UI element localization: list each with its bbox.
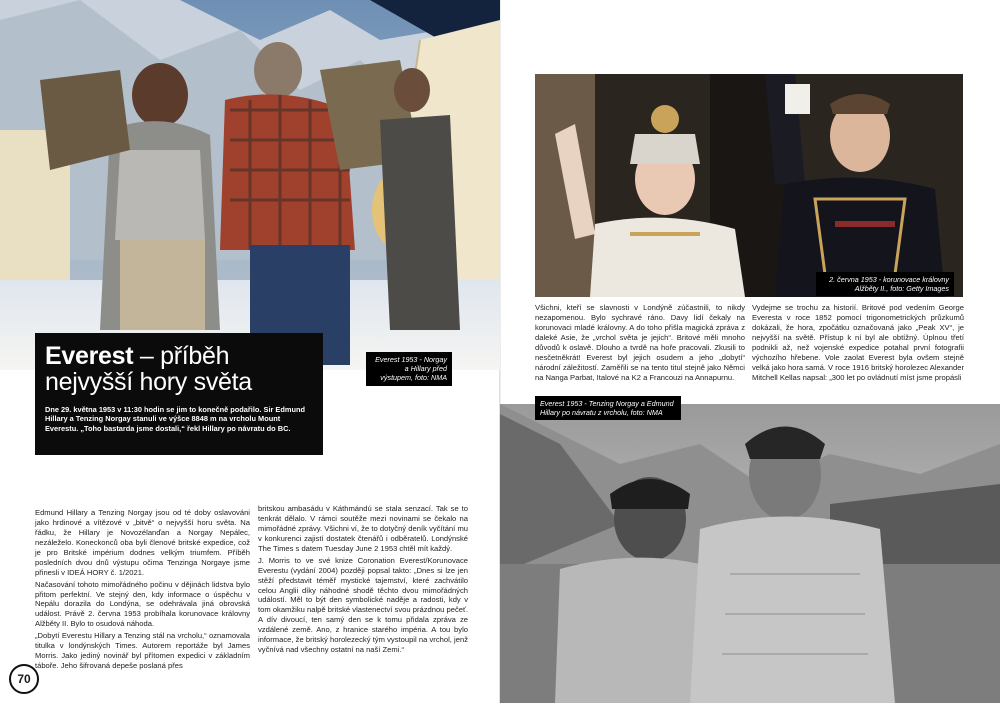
paragraph: Vydejme se trochu za historií. Britové pod vedením George Everesta v roce 1852 pomocí trigonometrických průzkumů dokázali, že hora, zpočátku označovaná jako „Peak XV“, je nejvyšší na světě. Přístup k ní byl ale obtížný. Úplnou třetí podnikli až, než vojenské expedice potahal první fotografii výchozího hřebene. Vole zaolat Everest byla ovšem stejně velká jako hora samá. V roce 1916 britský horolezec Alexander Mitchell Kellas napsal: „300 let po ovládnutí míst jsme propásli	[752, 303, 964, 382]
title-dash: –	[133, 342, 161, 370]
body-column-left-2	[258, 504, 468, 655]
title-bold-word: Everest	[45, 342, 134, 370]
article-lead: Dne 29. května 1953 v 11:30 hodin se jim to konečně podařilo. Sir Edmund Hillary a Tenzing Norgay stanuli ve výšce 8848 m na vrcholu Mount Everestu. „Toho bastarda jsme dostali,“ řekl Hillary po návratu do BC.	[45, 404, 305, 434]
body-column-right-1	[535, 303, 745, 383]
paragraph: J. Morris to ve své knize Coronation Everest/Korunovace Everestu (vydání 2004) později popsal takto: „Dnes si lze jen stěží představit téměř mystické tajemství, které zachvátilo celou Anglii díky náhodné shodě těchto dvou mimořádných událostí. Měl to být den symbolické naděje a radosti, kdy v tom okamžiku nalpě britské vlastenectví svou prázdnou pečeť. A dív divoucí, ten samý den se k tomu přidala zpráva ze vzdálené země. Ano, z hranice starého impéria. A tou bylo informace, že britský horolezecký tým vystoupil na vrchol, jenž vyčnívá nad všechny ostatní na naší Zemi.“	[258, 555, 468, 655]
title-rest: příběh	[160, 342, 230, 370]
paragraph: „Dobytí Everestu Hillary a Tenzing stál na vrcholu,“ oznamovala titulka v londýnských Times. Autorem reportáže byl James Morris. Jako jediný novinář byl přítomen expedici v základním táboře. Jeho šifrovaná depeše poslaná přes	[35, 631, 250, 671]
coronation-photo	[535, 74, 963, 297]
return-photo-caption: Everest 1953 - Tenzing Norgay a Edmund Hillary po návratu z vrcholu, foto: NMA	[535, 396, 681, 420]
coronation-photo-caption: 2. června 1953 - korunovace královny Alžběty II., foto: Getty Images	[816, 272, 954, 296]
everest-expedition-photo	[0, 0, 500, 370]
paragraph: Edmund Hillary a Tenzing Norgay jsou od té doby oslavováni jako hrdinové a vítězové v „bitvě“ o nejvyšší horu světa. Na řádku, že Hillary je Novozélanďan a Norgay Nepálec, nezáleželo. Koneckonců oba byli členové britské expedice, což je pro Britské impérium dodnes velkým triumfem. Příběh posledních dvou dnů výstupu očima Tenzinga Norgaye jsme přinesli v IDEÁ HORY č. 1/2021.	[35, 508, 250, 577]
hillary-norgay-return-photo	[500, 404, 1000, 703]
body-column-right-2	[752, 303, 964, 383]
article-title-line2: nejvyšší hory světa	[45, 368, 252, 397]
paragraph: Načasování tohoto mimořádného počinu v dějinách lidstva bylo přitom perfektní. Ve stejný den, kdy informace o úspěchu v Nepálu dorazila do Londýna, se odehrávala jiná obrovská událost. Právě 2. června 1953 probíhala korunovace královny Alžběty II. Bylo to osudová náhoda.	[35, 579, 250, 629]
article-title	[45, 343, 313, 369]
article-title-box	[35, 333, 323, 455]
page-number: 70	[9, 664, 39, 694]
paragraph: Všichni, kteří se slavnosti v Londýně zúčastnili, to nikdy nezapomenou. Bylo sychravé ráno. Davy lidí čekaly na korunovaci mladé královny. A do toho přišla magická zpráva z daleké Asie, že „vrchol světa je jejich“. Britové měli mnoho důvodů k oslavě. Dlouho a tvrdě na hoře pracovali. Zkusili to nesčetněkrát! Everest byl jejich osudem a jeho „dobytí“ národní záležitostí. Zaměřili se na tento titul stejně jako Němci na Nanga Parbat, Italové na K2 a Francouzi na Annapurnu.	[535, 303, 745, 382]
paragraph: britskou ambasádu v Káthmándú se stala senzací. Tak se to tenkrát dělalo. V rámci soutěže mezi novinami se čekalo na mimořádné zprávy. Všichni ví, že to dotyčný deník vyčítání mu v konkurenci zajistí dostatek čtenářů i odběratelů. Londýnské The Times s datem Tuesday June 2 1953 chtěl mít každý.	[258, 504, 468, 553]
everest-photo-caption: Everest 1953 - Norgay a Hillary před výstupem, foto: NMA	[366, 352, 452, 386]
body-column-left-1	[35, 508, 250, 671]
